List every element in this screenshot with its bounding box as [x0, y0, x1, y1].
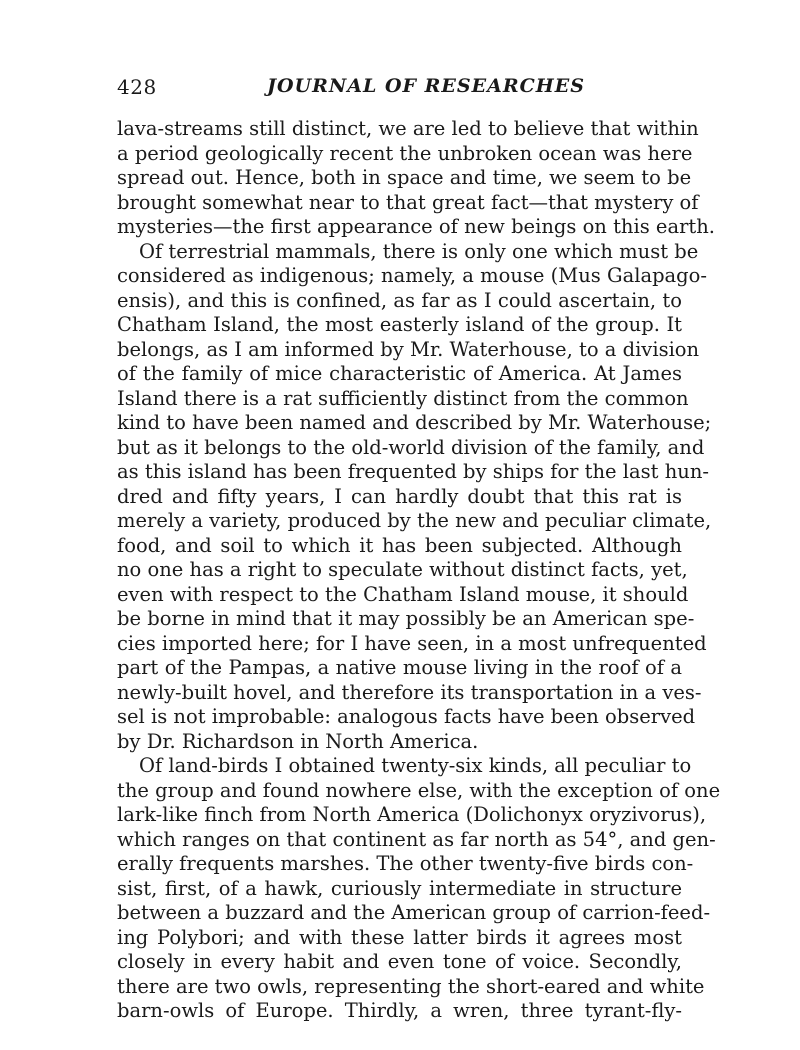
text-line: part of the Pampas, a native mouse living in the roof of a: [117, 656, 682, 679]
text-line: belongs, as I am informed by Mr. Waterhouse, to a division: [117, 337, 700, 361]
text-line: merely a variety, produced by the new and peculiar climate,: [117, 509, 712, 532]
text-line: but as it belongs to the old-world division of the family, and: [117, 435, 705, 459]
text-line: the group and found nowhere else, with the exception of one: [117, 778, 721, 802]
text-line: be borne in mind that it may possibly be an American spe-: [117, 607, 695, 630]
text-line: Of land-birds I obtained twenty-six kinds, all peculiar to: [139, 754, 692, 777]
text-line: ensis), and this is confined, as far as I could ascertain, to: [117, 288, 682, 312]
text-line: even with respect to the Chatham Island mouse, it should: [117, 582, 689, 606]
text-line: erally frequents marshes. The other twenty-five birds con-: [117, 852, 694, 875]
text-line: ing Polybori; and with these latter birds it agrees most: [117, 925, 682, 949]
text-line: food, and soil to which it has been subjected. Although: [117, 533, 682, 557]
text-line: sist, first, of a hawk, curiously intermediate in structure: [117, 876, 682, 900]
text-line: closely in every habit and even tone of voice. Secondly,: [117, 950, 682, 973]
text-line: considered as indigenous; namely, a mouse (Mus Galapago-: [117, 264, 707, 287]
text-line: which ranges on that continent as far north as 54°, and gen-: [117, 827, 716, 851]
text-line: Of terrestrial mammals, there is only one which must be: [139, 239, 699, 263]
text-line: newly-built hovel, and therefore its transportation in a ves-: [117, 680, 702, 704]
text-line: of the family of mice characteristic of America. At James: [117, 362, 682, 385]
text-line: spread out. Hence, both in space and time, we seem to be: [117, 166, 692, 189]
text-line: barn-owls of Europe. Thirdly, a wren, three tyrant-fly-: [117, 999, 682, 1022]
text-line: by Dr. Richardson in North America.: [117, 729, 479, 753]
text-line: sel is not improbable: analogous facts have been observed: [117, 705, 696, 728]
text-line: Chatham Island, the most easterly island of the group. It: [117, 313, 682, 336]
text-line: no one has a right to speculate without distinct facts, yet,: [117, 558, 688, 581]
text-line: mysteries—the first appearance of new beings on this earth.: [117, 215, 715, 238]
text-line: lava-streams still distinct, we are led to believe that within: [117, 117, 699, 140]
text-line: kind to have been named and described by Mr. Waterhouse;: [117, 411, 712, 434]
running-head: JOURNAL OF RESEARCHES: [267, 75, 585, 97]
text-line: cies imported here; for I have seen, in a most unfrequented: [117, 631, 707, 655]
text-line: lark-like finch from North America (Dolichonyx oryzivorus),: [117, 803, 707, 826]
text-line: Island there is a rat sufficiently distinct from the common: [117, 386, 689, 410]
page-header: [117, 75, 682, 105]
body-text: [117, 117, 721, 1024]
text-line: a period geologically recent the unbroken ocean was here: [117, 141, 693, 165]
text-line: dred and fifty years, I can hardly doubt that this rat is: [117, 484, 682, 508]
text-line: as this island has been frequented by ships for the last hun-: [117, 460, 709, 483]
text-line: there are two owls, representing the short-eared and white: [117, 974, 705, 998]
text-line: brought somewhat near to that great fact—that mystery of: [117, 190, 699, 214]
text-line: between a buzzard and the American group of carrion-feed-: [117, 901, 711, 924]
page-number: 428: [117, 75, 157, 99]
